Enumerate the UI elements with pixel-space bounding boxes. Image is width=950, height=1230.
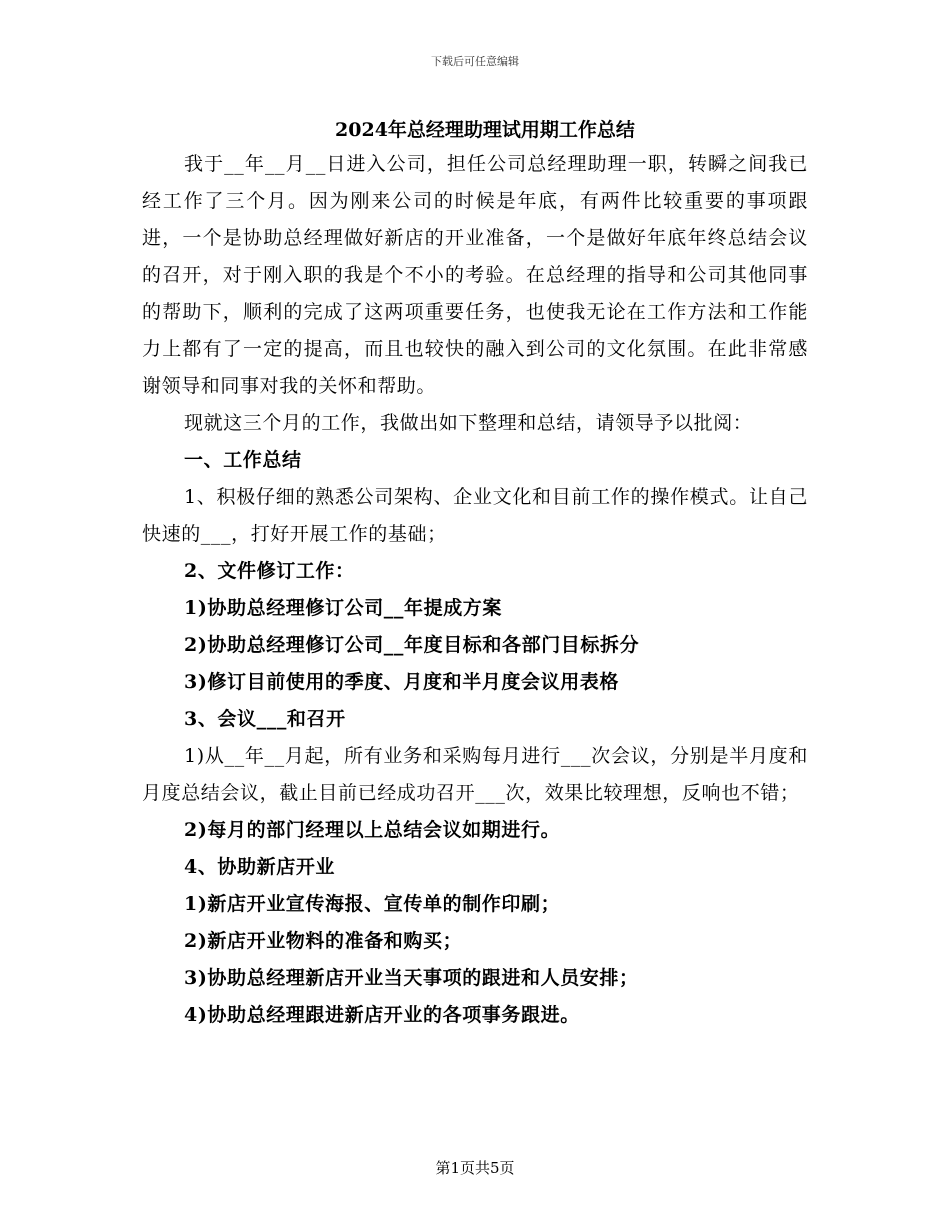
header-note: 下载后可任意编辑 xyxy=(431,55,519,68)
paragraph-item-4-2: 2)新店开业物料的准备和购买； xyxy=(184,930,463,952)
document-body xyxy=(142,146,808,1034)
paragraph-item-4-3: 3)协助总经理新店开业当天事项的跟进和人员安排； xyxy=(184,967,639,989)
document-title: 2024年总经理助理试用期工作总结 xyxy=(335,119,635,141)
paragraph-item-4-heading: 4、协助新店开业 xyxy=(184,856,336,878)
paragraph-item-4-4: 4)协助总经理跟进新店开业的各项事务跟进。 xyxy=(184,1004,580,1026)
paragraph-item-2-3: 3)修订目前使用的季度、月度和半月度会议用表格 xyxy=(184,671,620,693)
page-footer: 第1页共5页 xyxy=(435,1159,515,1177)
paragraph-item-1: 1、积极仔细的熟悉公司架构、企业文化和目前工作的操作模式。让自己快速的___，打好开展工作的基础； xyxy=(142,486,808,545)
section-heading-work-summary: 一、工作总结 xyxy=(184,449,302,471)
paragraph-item-2-2: 2)协助总经理修订公司__年度目标和各部门目标拆分 xyxy=(184,634,640,656)
paragraph-item-3-1: 1)从__年__月起，所有业务和采购每月进行___次会议，分别是半月度和月度总结会议，截止目前已经成功召开___次，效果比较理想，反响也不错； xyxy=(142,745,808,804)
paragraph-intro: 我于__年__月__日进入公司，担任公司总经理助理一职，转瞬之间我已经工作了三个月。因为刚来公司的时候是年底，有两件比较重要的事项跟进，一个是协助总经理做好新店的开业准备，一个是做好年底年终总结会议的召开，对于刚入职的我是个不小的考验。在总经理的指导和公司其他同事的帮助下，顺利的完成了这两项重要任务，也使我无论在工作方法和工作能力上都有了一定的提高，而且也较快的融入到公司的文化氛围。在此非常感谢领导和同事对我的关怀和帮助。 xyxy=(142,153,808,397)
paragraph-item-2-heading: 2、文件修订工作： xyxy=(184,560,355,582)
paragraph-item-3-2: 2)每月的部门经理以上总结会议如期进行。 xyxy=(184,819,561,841)
paragraph-lead: 现就这三个月的工作，我做出如下整理和总结，请领导予以批阅： xyxy=(184,412,753,434)
paragraph-item-2-1: 1)协助总经理修订公司__年提成方案 xyxy=(184,597,503,619)
paragraph-item-3-heading: 3、会议___和召开 xyxy=(184,708,346,730)
paragraph-item-4-1: 1)新店开业宣传海报、宣传单的制作印刷； xyxy=(184,893,561,915)
